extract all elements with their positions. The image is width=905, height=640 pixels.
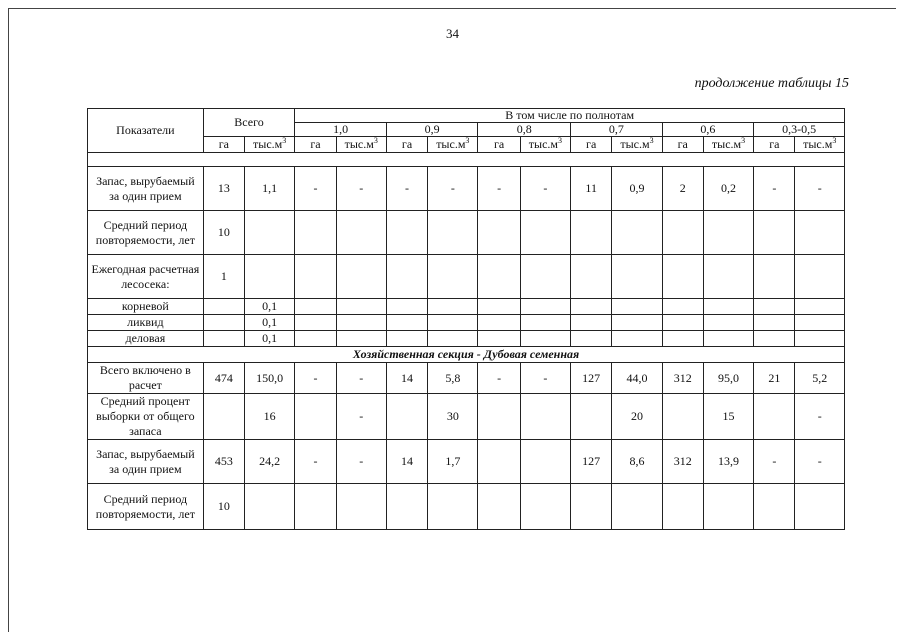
- table-cell: 312: [662, 363, 703, 394]
- table-cell: 0,1: [245, 299, 295, 315]
- table-cell: [795, 255, 845, 299]
- table-cell: [386, 331, 427, 347]
- table-cell: [754, 315, 795, 331]
- table-cell: [203, 315, 244, 331]
- table-cell: 15: [703, 394, 753, 440]
- unit-vol-text: тыс.м: [620, 137, 650, 151]
- table-row: [88, 211, 845, 255]
- section-title: Хозяйственная секция - Дубовая семенная: [88, 347, 845, 363]
- row-label: ликвид: [88, 315, 204, 331]
- table-cell: [203, 394, 244, 440]
- table-cell: [428, 315, 478, 331]
- table-cell: 1,1: [245, 167, 295, 211]
- table-cell: 30: [428, 394, 478, 440]
- unit-vol-text: тыс.м: [528, 137, 558, 151]
- unit-ha-text: га: [401, 137, 413, 151]
- table-cell: -: [795, 167, 845, 211]
- table-row: [88, 167, 845, 211]
- table-cell: 16: [245, 394, 295, 440]
- unit-sup: 3: [741, 136, 746, 145]
- row-label: Всего включено в расчет: [88, 363, 204, 394]
- table-cell: [520, 331, 570, 347]
- table-row: [88, 255, 845, 299]
- table-cell: [571, 394, 612, 440]
- header-unit-ha: [662, 137, 703, 153]
- table-cell: [795, 211, 845, 255]
- section-row: [88, 347, 845, 363]
- row-label: Средний период повторяемости, лет: [88, 211, 204, 255]
- table-cell: 1,7: [428, 440, 478, 484]
- table-cell: 11: [571, 167, 612, 211]
- table-cell: [245, 211, 295, 255]
- header-unit-volume: [428, 137, 478, 153]
- table-cell: [703, 331, 753, 347]
- header-unit-ha: [571, 137, 612, 153]
- table-row: [88, 299, 845, 315]
- table-cell: 312: [662, 440, 703, 484]
- table-cell: [203, 299, 244, 315]
- row-label: Средний процент выборки от общего запаса: [88, 394, 204, 440]
- table-cell: [662, 484, 703, 530]
- table-cell: 10: [203, 484, 244, 530]
- table-cell: 1: [203, 255, 244, 299]
- table-cell: [662, 394, 703, 440]
- unit-sup: 3: [832, 136, 837, 145]
- table-cell: [245, 484, 295, 530]
- unit-ha-text: га: [586, 137, 597, 151]
- table-cell: [386, 299, 427, 315]
- table-cell: [478, 255, 520, 299]
- table-cell: [520, 315, 570, 331]
- table-cell: -: [795, 440, 845, 484]
- unit-ha-text: га: [218, 137, 229, 151]
- header-density: 0,3-0,5: [754, 123, 845, 137]
- table-cell: [612, 255, 662, 299]
- table-cell: 150,0: [245, 363, 295, 394]
- header-density: 0,7: [571, 123, 663, 137]
- table-cell: [428, 484, 478, 530]
- table-cell: [428, 211, 478, 255]
- table-row: [88, 315, 845, 331]
- unit-vol-text: тыс.м: [436, 137, 466, 151]
- table-cell: -: [336, 167, 386, 211]
- table-cell: [245, 255, 295, 299]
- table-cell: [295, 331, 336, 347]
- table-cell: [662, 255, 703, 299]
- unit-ha-text: га: [769, 137, 780, 151]
- table-cell: 127: [571, 363, 612, 394]
- table-cell: [478, 299, 520, 315]
- table-cell: [520, 299, 570, 315]
- table-cell: [571, 484, 612, 530]
- table-cell: [754, 255, 795, 299]
- table-row: [88, 440, 845, 484]
- table-cell: -: [754, 440, 795, 484]
- row-label: Средний период повторяемости, лет: [88, 484, 204, 530]
- table-cell: 127: [571, 440, 612, 484]
- table-cell: [754, 211, 795, 255]
- unit-vol-text: тыс.м: [344, 137, 374, 151]
- table-cell: [703, 299, 753, 315]
- table-cell: 13: [203, 167, 244, 211]
- table-row: [88, 394, 845, 440]
- table-cell: [612, 331, 662, 347]
- table-cell: 0,1: [245, 331, 295, 347]
- table-cell: [520, 440, 570, 484]
- table-cell: [612, 315, 662, 331]
- table-cell: 0,2: [703, 167, 753, 211]
- table-cell: [386, 211, 427, 255]
- table-cell: [662, 299, 703, 315]
- table-cell: -: [754, 167, 795, 211]
- table-cell: [795, 484, 845, 530]
- table-cell: [386, 484, 427, 530]
- table-row: [88, 484, 845, 530]
- table-cell: [336, 299, 386, 315]
- table-cell: 0,9: [612, 167, 662, 211]
- table-cell: 5,8: [428, 363, 478, 394]
- row-label: деловая: [88, 331, 204, 347]
- table-cell: 5,2: [795, 363, 845, 394]
- table-cell: 10: [203, 211, 244, 255]
- unit-vol-text: тыс.м: [711, 137, 742, 151]
- header-unit-ha: [295, 137, 336, 153]
- row-label: Запас, вырубаемый за один прием: [88, 440, 204, 484]
- table-cell: [754, 331, 795, 347]
- table-row: [88, 331, 845, 347]
- header-total: Всего: [203, 109, 295, 137]
- table-cell: [386, 315, 427, 331]
- table-cell: [336, 211, 386, 255]
- table-cell: [571, 255, 612, 299]
- header-group: В том числе по полнотам: [295, 109, 845, 123]
- spacer-row: [88, 153, 845, 167]
- header-unit-ha: [754, 137, 795, 153]
- table-cell: [703, 211, 753, 255]
- header-unit-ha: [478, 137, 520, 153]
- table-cell: [612, 299, 662, 315]
- unit-vol-text: тыс.м: [253, 137, 283, 151]
- table-cell: [520, 484, 570, 530]
- table-cell: 474: [203, 363, 244, 394]
- table-cell: -: [295, 363, 336, 394]
- table-cell: [295, 484, 336, 530]
- table-cell: [795, 331, 845, 347]
- row-label: Запас, вырубаемый за один прием: [88, 167, 204, 211]
- table-cell: [478, 331, 520, 347]
- row-label: Ежегодная расчетная лесосека:: [88, 255, 204, 299]
- table-cell: -: [478, 167, 520, 211]
- table-cell: [203, 331, 244, 347]
- header-unit-ha: [203, 137, 244, 153]
- table-cell: [795, 299, 845, 315]
- header-unit-volume: [795, 137, 845, 153]
- table-cell: [571, 211, 612, 255]
- table-cell: [428, 255, 478, 299]
- table-cell: -: [795, 394, 845, 440]
- table-row: [88, 363, 845, 394]
- row-label: корневой: [88, 299, 204, 315]
- table-cell: [612, 484, 662, 530]
- table-cell: [478, 484, 520, 530]
- header-density: 0,9: [386, 123, 478, 137]
- header-unit-volume: [520, 137, 570, 153]
- table-cell: [662, 211, 703, 255]
- table-cell: -: [336, 363, 386, 394]
- header-indicators: Показатели: [88, 109, 204, 153]
- header-unit-volume: [245, 137, 295, 153]
- table-cell: [295, 299, 336, 315]
- table-cell: 14: [386, 440, 427, 484]
- table-cell: -: [295, 440, 336, 484]
- unit-ha-text: га: [493, 137, 505, 151]
- header-unit-volume: [336, 137, 386, 153]
- table-cell: [703, 484, 753, 530]
- table-cell: -: [336, 440, 386, 484]
- table-cell: 453: [203, 440, 244, 484]
- table-cell: [478, 211, 520, 255]
- table-cell: [386, 255, 427, 299]
- table-cell: 14: [386, 363, 427, 394]
- table-cell: [336, 315, 386, 331]
- table-cell: [520, 394, 570, 440]
- table-cell: [295, 315, 336, 331]
- table-cell: [754, 484, 795, 530]
- table-cell: [478, 394, 520, 440]
- table-cell: [703, 255, 753, 299]
- table-cell: [754, 299, 795, 315]
- table-cell: 24,2: [245, 440, 295, 484]
- table-cell: 44,0: [612, 363, 662, 394]
- header-density: 0,8: [478, 123, 571, 137]
- unit-sup: 3: [373, 136, 378, 145]
- table-cell: [336, 331, 386, 347]
- table-cell: -: [336, 394, 386, 440]
- table-cell: 8,6: [612, 440, 662, 484]
- table-cell: [520, 211, 570, 255]
- table-cell: [662, 331, 703, 347]
- table-cell: [428, 331, 478, 347]
- table-cell: [571, 299, 612, 315]
- table-cell: [336, 255, 386, 299]
- table-cell: [428, 299, 478, 315]
- table-caption: продолжение таблицы 15: [694, 76, 849, 91]
- table-cell: -: [428, 167, 478, 211]
- forest-table: [87, 108, 845, 530]
- unit-sup: 3: [649, 136, 654, 145]
- table-cell: 2: [662, 167, 703, 211]
- table-cell: -: [520, 363, 570, 394]
- table-cell: [478, 315, 520, 331]
- table-cell: 13,9: [703, 440, 753, 484]
- table-cell: -: [386, 167, 427, 211]
- table-cell: [754, 394, 795, 440]
- header-unit-ha: [386, 137, 427, 153]
- table-cell: -: [520, 167, 570, 211]
- table-cell: [662, 315, 703, 331]
- page-number: 34: [446, 26, 459, 41]
- header-density: 1,0: [295, 123, 387, 137]
- header-unit-volume: [612, 137, 662, 153]
- table-cell: [295, 211, 336, 255]
- table-cell: [386, 394, 427, 440]
- table-cell: [336, 484, 386, 530]
- table-cell: -: [478, 363, 520, 394]
- unit-sup: 3: [282, 136, 287, 145]
- table-cell: [520, 255, 570, 299]
- table-cell: [295, 394, 336, 440]
- table-cell: [795, 315, 845, 331]
- unit-sup: 3: [558, 136, 562, 145]
- unit-sup: 3: [465, 136, 470, 145]
- unit-vol-text: тыс.м: [803, 137, 833, 151]
- table-cell: [612, 211, 662, 255]
- table-cell: 20: [612, 394, 662, 440]
- header-unit-volume: [703, 137, 753, 153]
- unit-ha-text: га: [677, 137, 688, 151]
- table-cell: [295, 255, 336, 299]
- table-cell: 21: [754, 363, 795, 394]
- table-cell: -: [295, 167, 336, 211]
- table-cell: [571, 315, 612, 331]
- header-density: 0,6: [662, 123, 754, 137]
- table-cell: [571, 331, 612, 347]
- unit-ha-text: га: [310, 137, 321, 151]
- table-cell: 0,1: [245, 315, 295, 331]
- table-cell: 95,0: [703, 363, 753, 394]
- table-cell: [703, 315, 753, 331]
- table-cell: [478, 440, 520, 484]
